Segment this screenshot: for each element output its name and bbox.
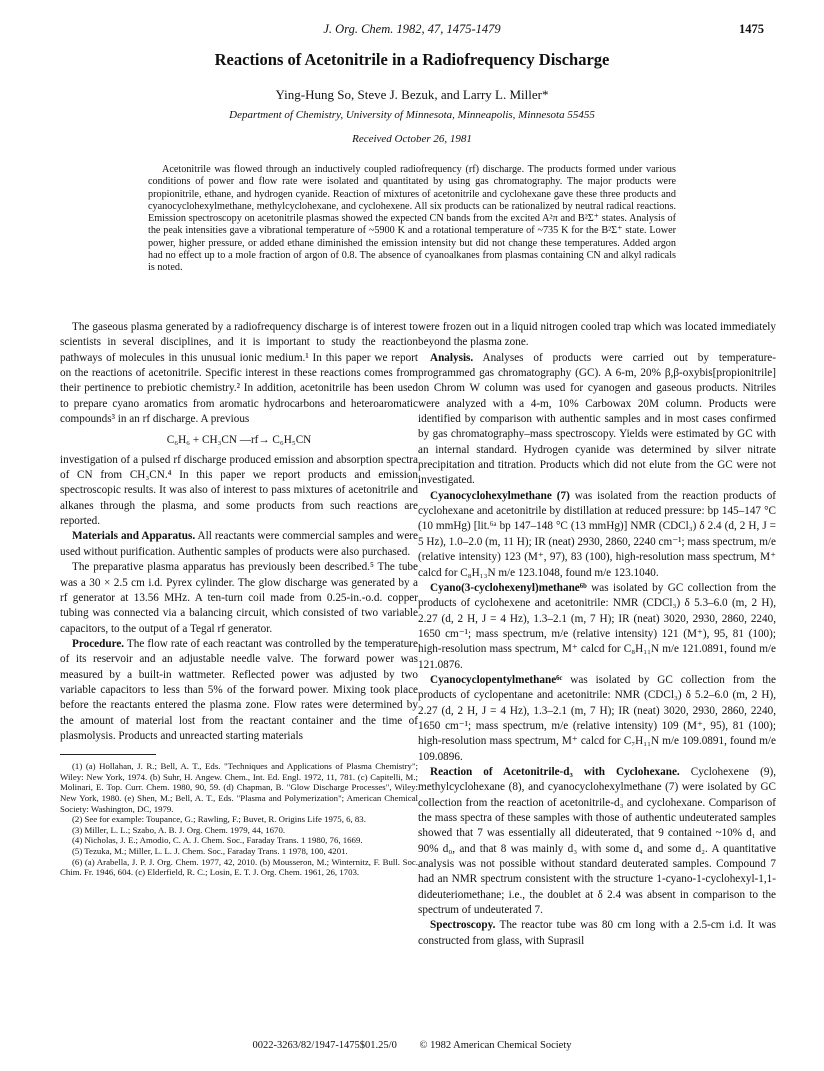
compound-paragraph <box>418 673 776 765</box>
footnote-divider <box>60 754 156 755</box>
article-title: Reactions of Acetonitrile in a Radiofrequency Discharge <box>214 50 610 69</box>
copyright-notice: © 1982 American Chemical Society <box>419 1040 572 1051</box>
author-list: Ying-Hung So, Steve J. Bezuk, and Larry L. Miller* <box>275 87 549 102</box>
compound-text: was isolated by GC collection from the products of cyclohexene and acetonitrile: NMR (CDCl₃) δ 5.3–6.0 (m, 2 H), 2.27 (d, 2 H, J = 4 Hz), 1.3–2.1 (m, 7 H); IR (neat) 3020, 2930, 2860, 2240, 1650 cm⁻¹; mass spectrum, m/e (relative intensity) 121 (M⁺), 95, 81 (100); high-resolution mass spectrum, M⁺ calcd for C₈H₁₁N m/e 121.0891, found m/e 121.0876. <box>418 581 777 671</box>
compound-heading: Cyanocyclohexylmethane (7) <box>430 489 570 502</box>
footnote: (6) (a) Arabella, J. P. J. Org. Chem. 1977, 42, 2010. (b) Mousseron, M.; Winternitz, F. Bull. Soc. Chim. Fr. 1946, 604. (c) Elderfield, R. C.; Losin, E. T. J. Org. Chem. 1961, 26, 1703. <box>60 856 418 878</box>
compound-text: was isolated from the reaction products of cyclohexane and acetonitrile by distillation at reduced pressure: bp 145–147 °C (10 mmHg) [lit.⁶ᵃ bp 147–148 °C (13 mmHg)] NMR (CDCl₃) δ 2.4 (d, 2 H, J = 5 Hz), 1.0–2.0 (m, 11 H); IR (neat) 2930, 2860, 2240 cm⁻¹; mass spectrum, m/e (relative intensity) 123 (M⁺, 97), 83 (100), high-resolution mass spectrum, M⁺ calcd for C₈H₁₃N m/e 123.1048, found m/e 123.1040. <box>418 489 777 579</box>
materials-text: All reactants were commercial samples and were used without purification. Authentic samples of products were also purchased. <box>60 530 418 558</box>
spectroscopy-paragraph <box>418 918 776 949</box>
compound-paragraph <box>418 581 776 673</box>
intro-paragraph: The gaseous plasma generated by a radiofrequency discharge is of interest to scientists in several disciplines, and it is important to study the reaction pathways of molecules in this unusual ionic medium.¹ In this paper we report on the reactions of acetonitrile. Specific interest in these reactions comes from their pertinence to prebiotic chemistry.² In addition, acetonitrile has been used to prepare cyano aromatics from aromatic hydrocarbons and heteroaromatic compounds³ in an rf discharge. A previous <box>60 321 418 426</box>
affiliation: Department of Chemistry, University of Minnesota, Minneapolis, Minnesota 55455 <box>229 109 595 121</box>
compound-heading: Cyanocyclopentylmethane⁶ᶜ <box>430 673 563 686</box>
procedure-paragraph <box>60 637 418 744</box>
running-head <box>60 22 764 38</box>
deuterium-text: Cyclohexene (9), methylcyclohexane (8), and cyanocyclohexylmethane (7) were isolated by GC collection from the reaction of acetonitrile-d₃ and cyclohexane. Comparison of the mass spectra of these samples with those of authentic undeuterated samples showed that 7 was essentially all dideuterated, that 9 contained ~10% d₁ and 90% d₀, and that 8 was mainly d₃ with some d₄ and some d₂. A quantitative analysis was not possible without standard deuterated samples. Compound 7 had an NMR spectrum consistent with the structure 1-cyano-1-cyclohexyl-1,1-dideuteriomethane; i.e., the doublet at δ 2.4 was absent in comparison to the spectrum of undeuterated 7. <box>418 765 777 917</box>
journal-citation: J. Org. Chem. 1982, 47, 1475-1479 <box>323 22 501 36</box>
section-heading-deuterium: Reaction of Acetonitrile-d₃ with Cyclohexane. <box>430 765 680 778</box>
reaction-equation: C₆H₆ + CH₃CN —rf→ C₆H₅CN <box>166 434 312 447</box>
compound-heading: Cyano(3-cyclohexenyl)methane⁶ᵇ <box>430 581 587 594</box>
footnote: (2) See for example: Toupance, G.; Rawling, F.; Buvet, R. Origins Life 1975, 6, 83. <box>72 814 366 825</box>
procedure-text: The flow rate of each reactant was controlled by the temperature of its reservoir and an adjustable needle valve. The forward power was measured by a built-in wattmeter. Reflected power was adjusted by two variable capacitors to less than 5% of the forward power. Mixing took place before the reactants entered the plasma zone. Flow rates were determined by the amount of material lost from the reactant container and the time of plasmolysis. Products and unreacted starting materials <box>60 637 418 742</box>
section-heading-materials: Materials and Apparatus. <box>72 530 196 543</box>
continued-paragraph: were frozen out in a liquid nitrogen cooled trap which was located immediately beyond the plasma zone. <box>418 321 776 349</box>
spectroscopy-text: The reactor tube was 80 cm long with a 2.5-cm i.d. It was constructed from glass, with Suprasil <box>418 919 776 947</box>
intro-paragraph-continued: investigation of a pulsed rf discharge produced emission and absorption spectra of CN from CH₃CN.⁴ In this paper we report products and emission spectroscopic results. It was also of interest to pass mixtures of acetonitrile and alkanes through the plasma, and some products from such reactions are reported. <box>60 453 418 528</box>
compound-text: was isolated by GC collection from the products of cyclopentane and acetonitrile: NMR (CDCl₃) δ 5.2–6.0 (m, 2 H), 2.27 (d, 2 H, J = 4 Hz), 1.3–2.1 (m, 7 H); IR (neat) 3020, 2930, 2860, 2240, 1650 cm⁻¹; mass spectrum, m/e (relative intensity) 109 (M⁺, 95), 81 (100); high-resolution mass spectrum, M⁺ calcd for C₇H₁₁N m/e 109.0891, found m/e 109.0896. <box>418 673 776 763</box>
page-footer <box>0 1040 824 1051</box>
materials-paragraph <box>60 529 418 560</box>
abstract: Acetonitrile was flowed through an inductively coupled radiofrequency (rf) discharge. The products formed under various conditions of power and flow rate were isolated and quantitated by using gas chromatography. The major products were propionitrile, ethane, and hydrogen cyanide. Reaction of mixtures of acetonitrile and cyclohexane gave these three products and cyanocyclohexylmethane, methylcyclohexane, and cyclohexene. All six products can be rationalized by neutral radical reactions. Emission spectroscopy on acetonitrile plasmas showed the expected CN bands from the excited A²π and B²Σ⁺ states. Analysis of the peak intensities gave a vibrational temperature of ~5900 K and a rotational temperature of ~735 K for the B²Σ⁺ state. Lower power, higher pressure, or added ethane diminished the emission intensity but did not change these temperatures. Added argon had no effect up to a mole fraction of argon of 0.8. The absence of cyanoalkanes from plasmas containing CN and alkyl radicals is noted. <box>148 164 676 274</box>
footnote: (4) Nicholas, J. E.; Amodio, C. A. J. Chem. Soc., Faraday Trans. 1 1980, 76, 1669. <box>72 835 363 846</box>
page-number: 1475 <box>739 22 764 36</box>
article-code: 0022-3263/82/1947-1475$01.25/0 <box>252 1040 397 1051</box>
footnote: (1) (a) Hollahan, J. R.; Bell, A. T., Eds. "Techniques and Applications of Plasma Chemistry"; Wiley: New York, 1974. (b) Suhr, H. Angew. Chem., Int. Ed. Engl. 1972, 11, 781. (c) Capitelli, M.; Molinari, E. Top. Curr. Chem. 1980, 90, 59. (d) Chapman, B. "Glow Discharge Processes", Wiley: New York, 1980. (e) Shen, M.; Bell, A. T., Eds. "Plasma and Polymerization"; American Chemical Society: Washington, DC, 1979. <box>60 761 418 814</box>
analysis-paragraph <box>418 351 776 489</box>
footnote: (5) Tezuka, M.; Miller, L. L. J. Chem. Soc., Faraday Trans. 1 1978, 100, 4201. <box>72 846 348 857</box>
section-heading-analysis: Analysis. <box>430 351 474 364</box>
footnote: (3) Miller, L. L.; Szabo, A. B. J. Org. Chem. 1979, 44, 1670. <box>72 824 286 835</box>
analysis-text: Analyses of products were carried out by temperature-programmed gas chromatography (GC). A 6-m, 20% β,β-oxybis[propionitrile] on Chrom W column was used for cyanogen and gaseous products. Nitriles were analyzed with a 4-m, 10% Carbowax 20M column. Products were identified by comparison with authentic samples and in most cases confirmed by gas chromatography–mass spectroscopy. Yields were estimated by GC with an internal standard. Hydrogen cyanide was determined by silver nitrate precipitation and titration. Products which did not elute from the GC were not investigated. <box>418 351 776 487</box>
apparatus-paragraph: The preparative plasma apparatus has previously been described.⁵ The tube was a 30 × 2.5 cm i.d. Pyrex cylinder. The glow discharge was generated by a rf generator at 13.56 MHz. A ten-turn coil made from 0.25-in.-o.d. copper tubing was connected via a balancing circuit, which consisted of two variable capacitors, to the output of a Tegal rf generator. <box>60 561 418 635</box>
section-heading-spectroscopy: Spectroscopy. <box>430 919 496 932</box>
deuterium-paragraph <box>418 765 776 918</box>
section-heading-procedure: Procedure. <box>72 637 125 650</box>
left-column <box>60 320 418 878</box>
compound-paragraph <box>418 489 776 581</box>
received-date: Received October 26, 1981 <box>352 133 472 145</box>
right-column <box>418 320 776 949</box>
